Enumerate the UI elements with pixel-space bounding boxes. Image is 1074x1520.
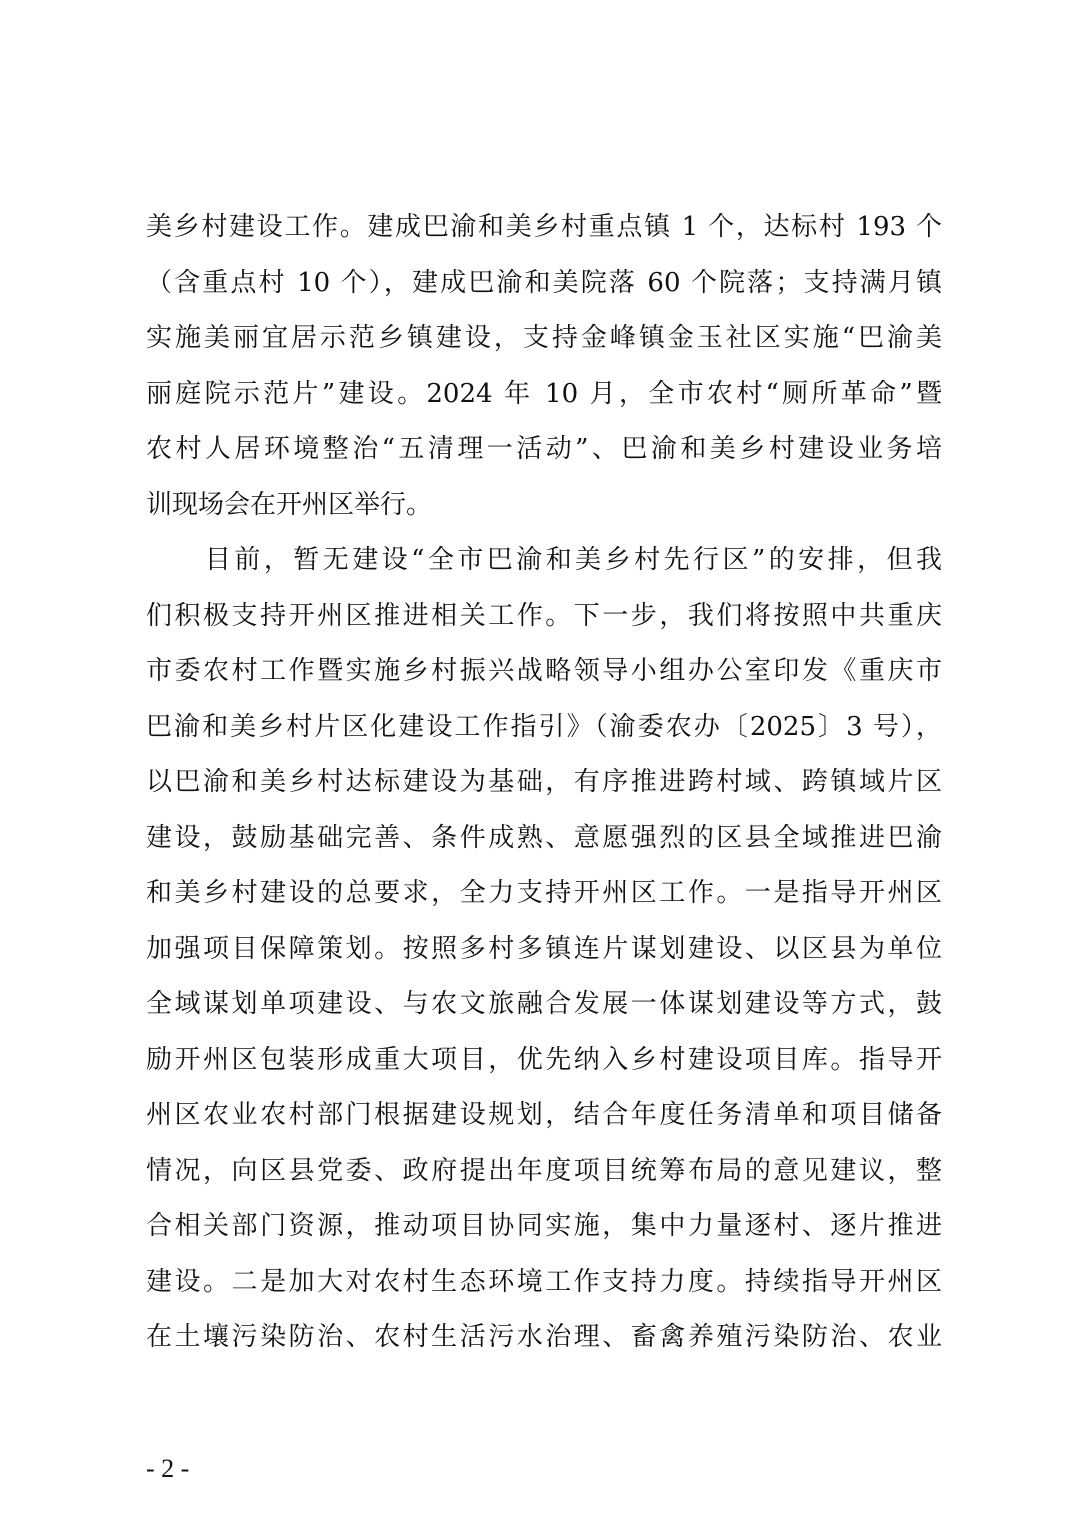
text-line: （含重点村 10 个），建成巴渝和美院落 60 个院落；支持满月镇 xyxy=(146,267,942,298)
text-line: 建设。二是加大对农村生态环境工作支持力度。持续指导开州区 xyxy=(146,1266,942,1297)
text-line: 情况，向区县党委、政府提出年度项目统筹布局的意见建议，整 xyxy=(146,1155,942,1186)
text-line: 加强项目保障策划。按照多村多镇连片谋划建设、以区县为单位 xyxy=(146,933,942,964)
text-line: 们积极支持开州区推进相关工作。下一步，我们将按照中共重庆 xyxy=(146,600,942,631)
text-line: 丽庭院示范片”建设。2024 年 10 月，全市农村“厕所革命”暨 xyxy=(146,378,942,409)
text-line: 训现场会在开州区举行。 xyxy=(146,489,433,520)
text-line: 建设，鼓励基础完善、条件成熟、意愿强烈的区县全域推进巴渝 xyxy=(146,822,942,853)
text-line: 目前，暂无建设“全市巴渝和美乡村先行区”的安排，但我 xyxy=(146,545,942,575)
text-line: 励开州区包装形成重大项目，优先纳入乡村建设项目库。指导开 xyxy=(146,1044,942,1075)
text-line: 全域谋划单项建设、与农文旅融合发展一体谋划建设等方式，鼓 xyxy=(146,989,942,1019)
text-line: 以巴渝和美乡村达标建设为基础，有序推进跨村域、跨镇域片区 xyxy=(146,767,942,797)
text-line: 农村人居环境整治“五清理一活动”、巴渝和美乡村建设业务培 xyxy=(146,434,942,464)
page-number: - 2 - xyxy=(146,1454,190,1483)
text-line: 美乡村建设工作。建成巴渝和美乡村重点镇 1 个，达标村 193 个 xyxy=(146,212,942,242)
text-line: 州区农业农村部门根据建设规划，结合年度任务清单和项目储备 xyxy=(146,1100,942,1130)
text-line: 在土壤污染防治、农村生活污水治理、畜禽养殖污染防治、农业 xyxy=(146,1322,942,1352)
body-text xyxy=(146,200,942,1366)
text-line: 和美乡村建设的总要求，全力支持开州区工作。一是指导开州区 xyxy=(146,878,942,908)
text-line: 合相关部门资源，推动项目协同实施，集中力量逐村、逐片推进 xyxy=(146,1211,942,1241)
text-line: 市委农村工作暨实施乡村振兴战略领导小组办公室印发《重庆市 xyxy=(146,656,942,686)
text-line: 实施美丽宜居示范乡镇建设，支持金峰镇金玉社区实施“巴渝美 xyxy=(146,323,942,353)
text-line: 巴渝和美乡村片区化建设工作指引》（渝委农办〔2025〕3 号）， xyxy=(146,711,942,742)
